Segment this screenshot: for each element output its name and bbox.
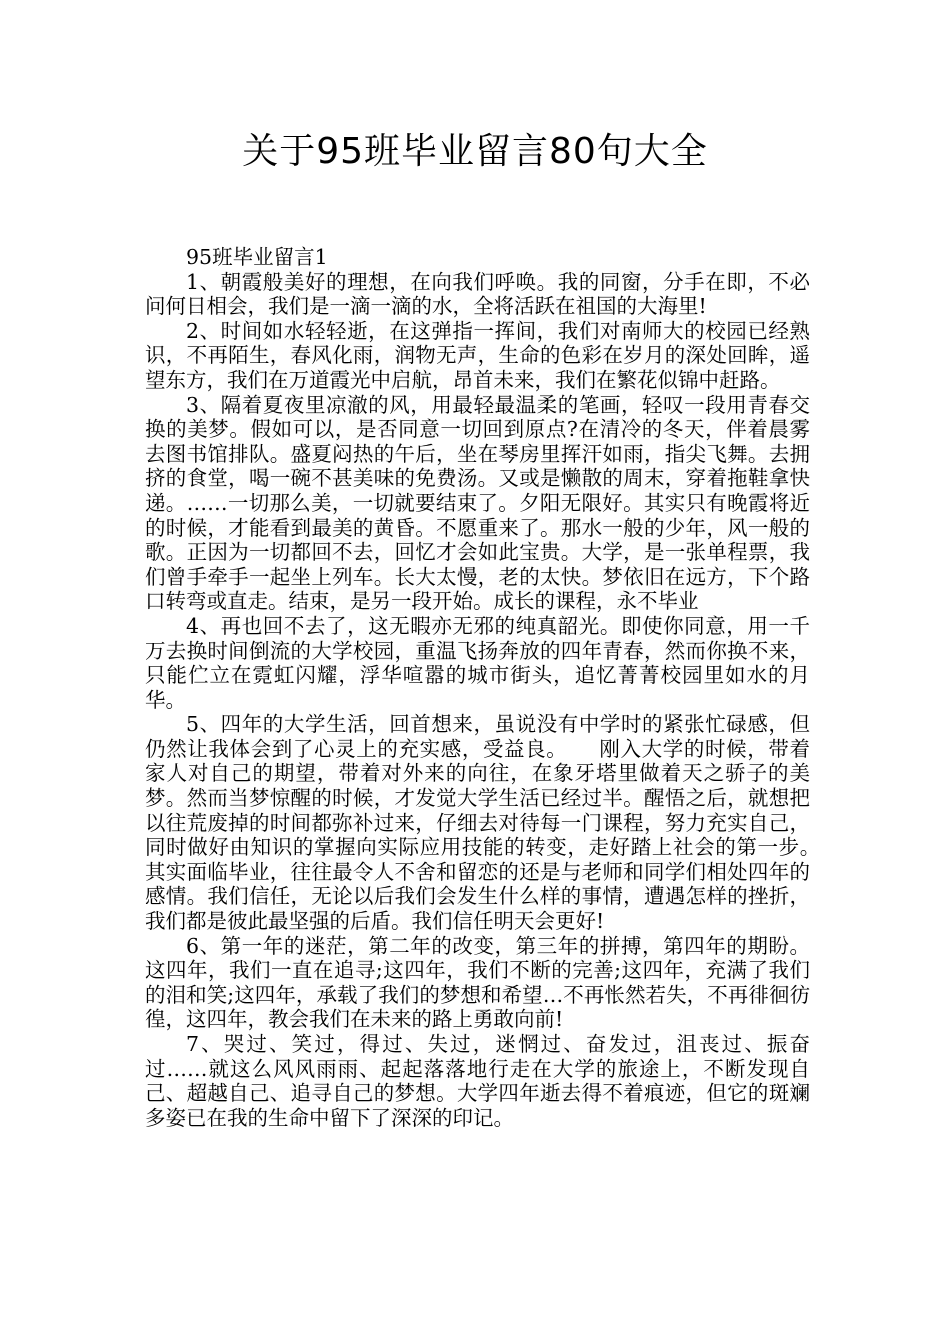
paragraph-4: 4、再也回不去了，这无暇亦无邪的纯真韶光。即使你同意，用一千万去换时间倒流的大学校园，重温飞扬奔放的四年青春，然而你换不来，只能伫立在霓虹闪耀，浮华喧嚣的城市街头，追忆菁菁校园里如水的月华。	[145, 613, 810, 712]
page-title: 关于95班毕业留言80句大全	[242, 131, 708, 172]
paragraph-3: 3、隔着夏夜里凉澈的风，用最轻最温柔的笔画，轻叹一段用青春交换的美梦。假如可以，是否同意一切回到原点?在清冷的冬天，伴着晨雾去图书馆排队。盛夏闷热的午后，坐在琴房里挥汗如雨，指尖飞舞。去拥挤的食堂，喝一碗不甚美味的免费汤。又或是懒散的周末，穿着拖鞋拿快递。……一切那么美，一切就要结束了。夕阳无限好。其实只有晚霞将近的时候，才能看到最美的黄昏。不愿重来了。那水一般的少年，风一般的歌。正因为一切都回不去，回忆才会如此宝贵。大学，是一张单程票，我们曾手牵手一起坐上列车。长大太慢，老的太快。梦依旧在远方，下个路口转弯或直走。结束，是另一段开始。成长的课程，永不毕业	[145, 392, 810, 614]
paragraph-2: 2、时间如水轻轻逝，在这弹指一挥间，我们对南师大的校园已经熟识，不再陌生，春风化雨，润物无声，生命的色彩在岁月的深处回眸，遥望东方，我们在万道霞光中启航，昂首未来，我们在繁花似锦中赶路。	[145, 318, 810, 392]
paragraph-6: 6、第一年的迷茫，第二年的改变，第三年的拼搏，第四年的期盼。这四年，我们一直在追寻;这四年，我们不断的完善;这四年，充满了我们的泪和笑;这四年，承载了我们的梦想和希望…不再怅然若失，不再徘徊彷徨，这四年，教会我们在未来的路上勇敢向前!	[145, 933, 810, 1032]
section-heading: 95班毕业留言1	[186, 245, 328, 269]
paragraph-5: 5、四年的大学生活，回首想来，虽说没有中学时的紧张忙碌感，但仍然让我体会到了心灵上的充实感，受益良。 刚入大学的时候，带着家人对自己的期望，带着对外来的向往，在象牙塔里做着天之骄子的美梦。然而当梦惊醒的时候，才发觉大学生活已经过半。醒悟之后，就想把以往荒废掉的时间都弥补过来，仔细去对待每一门课程，努力充实自己，同时做好由知识的掌握向实际应用技能的转变，走好踏上社会的第一步。 其实面临毕业，往往最令人不舍和留恋的还是与老师和同学们相处四年的感情。我们信任，无论以后我们会发生什么样的事情，遭遇怎样的挫折，我们都是彼此最坚强的后盾。我们信任明天会更好!	[145, 712, 851, 934]
document-body	[145, 245, 851, 1130]
paragraph-7: 7、哭过、笑过，得过、失过，迷惘过、奋发过，沮丧过、振奋过……就这么风风雨雨、起起落落地行走在大学的旅途上，不断发现自己、超越自己、追寻自己的梦想。大学四年逝去得不着痕迹，但它的斑斓多姿已在我的生命中留下了深深的印记。	[145, 1032, 810, 1130]
paragraph-1: 1、朝霞般美好的理想，在向我们呼唤。我的同窗，分手在即，不必问何日相会，我们是一滴一滴的水，全将活跃在祖国的大海里!	[145, 269, 810, 319]
